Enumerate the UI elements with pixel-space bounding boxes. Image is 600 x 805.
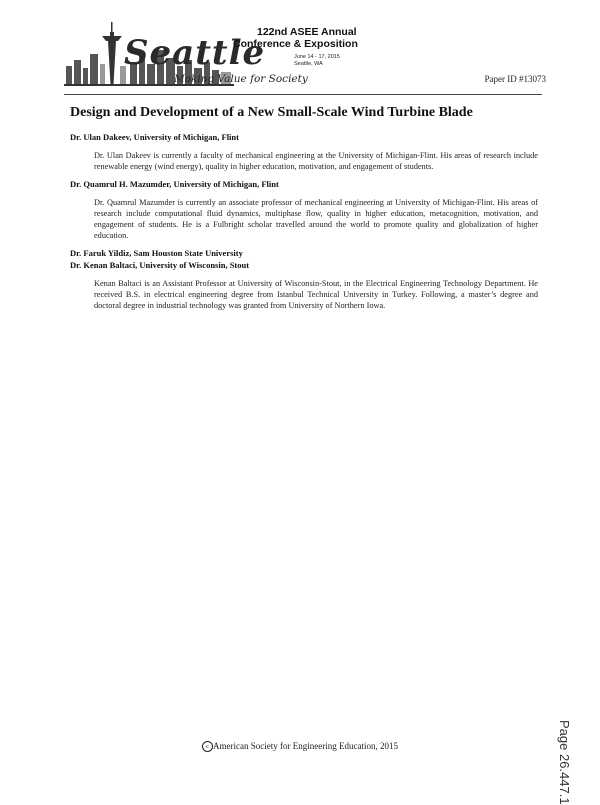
logo-text: Seattle <box>124 33 266 73</box>
page-number: Page 26.447.1 <box>557 720 572 805</box>
header-divider <box>64 94 542 95</box>
page-header <box>0 0 600 96</box>
conference-date-text: June 14 - 17, 2015 <box>294 54 340 60</box>
author-name: Dr. Kenan Baltaci, University of Wisconsin, Stout <box>70 260 250 270</box>
author-name: Dr. Faruk Yildiz, Sam Houston State University <box>70 248 243 258</box>
author-bio: Dr. Ulan Dakeev is currently a faculty of mechanical engineering at the University of Michigan-Flint. His areas of research include renewable energy (wind energy), quality in higher education, motivation, and engagement of students. <box>94 151 538 171</box>
author-bio: Kenan Baltaci is an Assistant Professor at University of Wisconsin-Stout, in the Electrical Engineering Technology Department. He received B.S. in electrical engineering degree from Istanbul Technical University in Turkey. Following, a master’s degree and doctoral degree in industrial technology was granted from University of Northern Iowa. <box>94 279 538 310</box>
copyright-footer <box>0 741 600 752</box>
conference-dates <box>294 54 364 68</box>
conference-title-line2: Conference & Exposition <box>233 38 358 50</box>
author-name: Dr. Ulan Dakeev, University of Michigan, Flint <box>70 132 239 142</box>
logo-tagline: Making Value for Society <box>174 73 308 85</box>
author-name: Dr. Quamrul H. Mazumder, University of Michigan, Flint <box>70 179 279 189</box>
conference-title <box>233 26 363 50</box>
paper-title: Design and Development of a New Small-Scale Wind Turbine Blade <box>70 105 473 120</box>
copyright-icon: c <box>202 741 213 752</box>
paper-content <box>70 104 538 311</box>
author-bio: Dr. Quamrul Mazumder is currently an associate professor of mechanical engineering at University of Michigan-Flint. His areas of research include computational fluid dynamics, multiphase flow, quality in higher education, metacognition, motivation, and engagement of students. He is a Fulbright scholar travelled around the world to promote quality and globalization of higher education. <box>94 198 538 240</box>
conference-location: Seattle, WA <box>294 61 323 67</box>
conference-title-line1: 122nd ASEE Annual <box>257 26 357 38</box>
copyright-text: American Society for Engineering Education, 2015 <box>213 741 398 751</box>
paper-id: Paper ID #13073 <box>484 74 546 84</box>
